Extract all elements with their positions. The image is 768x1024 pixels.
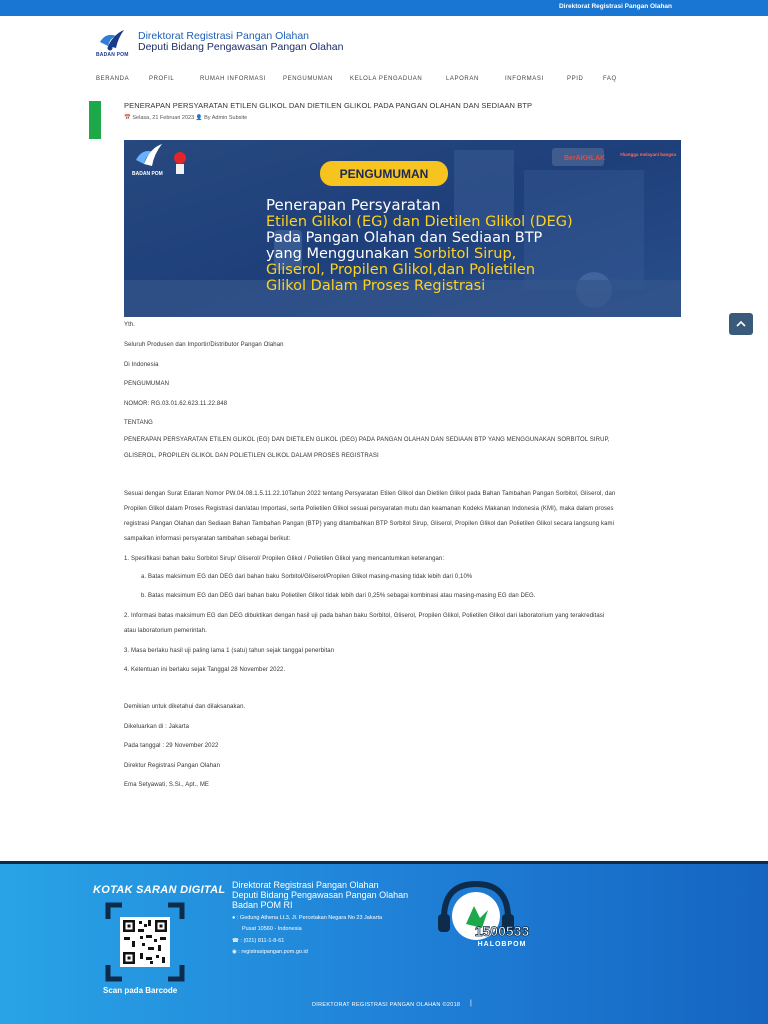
hotline-number: 1500533 bbox=[474, 923, 530, 939]
footer-separator: | bbox=[470, 1000, 472, 1007]
org-title[interactable]: Direktorat Registrasi Pangan Olahan bbox=[138, 30, 310, 42]
globe-icon: ◉ bbox=[232, 949, 237, 955]
nav-item-ppid[interactable]: PPID bbox=[567, 76, 584, 82]
nav-item-faq[interactable]: FAQ bbox=[603, 76, 617, 82]
hotline-label: HALOBPOM bbox=[477, 941, 527, 948]
chevron-up-icon bbox=[729, 313, 753, 335]
body-line: Direktur Registrasi Pangan Olahan bbox=[124, 763, 221, 769]
qr-code-icon[interactable] bbox=[100, 897, 190, 987]
footer-address-1: : Gedung Athena Lt.3, Jl. Percetakan Negara No 23 Jakarta bbox=[236, 915, 383, 921]
body-line: 1. Spesifikasi bahan baku Sorbitol Sirup/ Gliserol/ Propilen Glikol / Polietilen Glikol yang mencantumkan keterangan: bbox=[124, 556, 445, 562]
top-bar-text: Direktorat Registrasi Pangan Olahan bbox=[558, 3, 672, 10]
footer-email[interactable]: : registrasipangan.pom.go.id bbox=[238, 949, 308, 955]
body-line: sampaikan informasi persyaratan tambahan sebagai berikut: bbox=[124, 536, 291, 542]
body-line: 3. Masa berlaku hasil uji paling lama 1 (satu) tahun sejak tanggal penerbitan bbox=[124, 648, 335, 654]
footer-org-3: Badan POM RI bbox=[232, 900, 293, 910]
banner-line-3: Pada Pangan Olahan dan Sediaan BTP bbox=[266, 230, 543, 246]
halo-bpom-hotline-icon[interactable] bbox=[436, 880, 540, 950]
nav-item-laporan[interactable]: LAPORAN bbox=[446, 76, 479, 82]
body-line: Sesuai dengan Surat Edaran Nomor PW.04.08.1.5.11.22.10Tahun 2022 tentang Persyaratan Etilen Glikol dan Dietilen Glikol pada Bahan Tambahan Pangan Sorbitol, Gliserol, dan bbox=[124, 491, 616, 497]
nav-item-pengumuman[interactable]: PENGUMUMAN bbox=[283, 76, 334, 82]
location-icon: ● bbox=[232, 915, 236, 921]
footer-copyright: DIREKTORAT REGISTRASI PANGAN OLAHAN ©2018 bbox=[312, 1002, 461, 1008]
article-author[interactable]: By Admin Subsite bbox=[204, 115, 248, 121]
body-line: Di Indonesia bbox=[124, 362, 159, 368]
announcement-banner bbox=[124, 140, 681, 317]
footer-email-line bbox=[232, 949, 308, 955]
scan-barcode-text: Scan pada Barcode bbox=[103, 986, 178, 995]
body-line: TENTANG bbox=[124, 420, 153, 426]
footer-divider bbox=[0, 861, 768, 864]
scroll-top-button[interactable] bbox=[729, 313, 753, 335]
berakhlak-text: BerAKHLAK bbox=[564, 155, 606, 162]
article-meta bbox=[124, 115, 247, 121]
footer-address-line-1 bbox=[232, 915, 382, 921]
banner-line-1: Penerapan Persyaratan bbox=[266, 196, 441, 214]
bangga-melayani-text: #bangga melayani bangsa bbox=[620, 152, 677, 157]
banner-line-4b: Sorbitol Sirup, bbox=[413, 246, 517, 262]
kotak-saran-title: KOTAK SARAN DIGITAL bbox=[93, 884, 226, 896]
top-bar bbox=[0, 0, 768, 16]
footer-org-1: Direktorat Registrasi Pangan Olahan bbox=[232, 880, 379, 890]
phone-icon: ☎ bbox=[232, 938, 239, 944]
site-header bbox=[0, 16, 768, 80]
footer-phone-line bbox=[232, 938, 284, 944]
body-line: Pada tanggal : 29 November 2022 bbox=[124, 743, 219, 749]
nav-item-rumah-informasi[interactable]: RUMAH INFORMASI bbox=[200, 76, 266, 82]
body-line: GLISEROL, PROPILEN GLIKOL DAN POLIETILEN GLIKOL DALAM PROSES REGISTRASI bbox=[124, 453, 379, 459]
body-line: 2. Informasi batas maksimum EG dan DEG dibuktikan dengan hasil uji pada bahan baku Sorbitol, Gliserol, Propilen Glikol, Polietilen Glikol dari laboratorium yang terakreditasi bbox=[124, 613, 605, 619]
banner-line-6: Glikol Dalam Proses Registrasi bbox=[266, 278, 486, 294]
body-line: Demikian untuk diketahui dan dilaksanakan. bbox=[124, 704, 246, 710]
body-line: NOMOR: RG.03.01.62.623.11.22.848 bbox=[124, 401, 228, 407]
nav-item-informasi[interactable]: INFORMASI bbox=[505, 76, 544, 82]
body-line: Yth. bbox=[124, 322, 136, 328]
banner-line-2: Etilen Glikol (EG) dan Dietilen Glikol (DEG) bbox=[266, 214, 573, 230]
body-line: atau laboratorium pemerintah. bbox=[124, 628, 207, 634]
body-line: Dikeluarkan di : Jakarta bbox=[124, 724, 190, 730]
calendar-icon: 📅 bbox=[124, 115, 131, 121]
banner-logo-text: BADAN POM bbox=[132, 171, 163, 177]
body-line: a. Batas maksimum EG dan DEG dari bahan baku Sorbitol/Gliserol/Propilen Glikol masing-masing tidak lebih dari 0,10% bbox=[141, 574, 473, 580]
body-line: Seluruh Produsen dan Importir/Distributor Pangan Olahan bbox=[124, 342, 284, 348]
body-line: registrasi Pangan Olahan dan Sediaan Bahan Tambahan Pangan (BTP) yang ditambahkan BTP Sorbitol Sirup, Gliserol, Propilen Glikol dan Polietilen Glikol secara langsung kami bbox=[124, 521, 615, 527]
title-accent-bar bbox=[89, 101, 101, 139]
footer-org-2: Deputi Bidang Pengawasan Pangan Olahan bbox=[232, 890, 409, 900]
footer-phone: : (021) 811-1-8-61 bbox=[240, 938, 285, 944]
nav-item-kelola-pengaduan[interactable]: KELOLA PENGADUAN bbox=[350, 76, 423, 82]
body-line: Propilen Glikol dalam Proses Registrasi dan/atau Importasi, serta Polietilen Glikol sesuai persyaratan mutu dan keamanan Kodeks Makanan Indonesia (KMI), maka dalam proses bbox=[124, 506, 614, 512]
banner-line-4a: yang Menggunakan bbox=[266, 246, 414, 262]
org-subtitle: Deputi Bidang Pengawasan Pangan Olahan bbox=[138, 41, 344, 53]
body-line: PENERAPAN PERSYARATAN ETILEN GLIKOL (EG) DAN DIETILEN GLIKOL (DEG) PADA PANGAN OLAHAN DAN SEDIAAN BTP YANG MENGGUNAKAN SORBITOL SIRUP, bbox=[124, 437, 610, 443]
user-icon: 👤 bbox=[195, 115, 203, 121]
nav-item-profil[interactable]: PROFIL bbox=[149, 76, 175, 82]
footer-address-2: Pusat 10560 - Indonesia bbox=[242, 926, 302, 932]
body-line: PENGUMUMAN bbox=[124, 381, 170, 387]
article-date: Selasa, 21 Februari 2023 bbox=[132, 115, 195, 121]
nav-item-beranda[interactable]: BERANDA bbox=[96, 76, 130, 82]
pengumuman-pill-text: PENGUMUMAN bbox=[339, 167, 429, 181]
banner-line-5: Gliserol, Propilen Glikol,dan Polietilen bbox=[266, 262, 536, 278]
body-line: 4. Ketentuan ini berlaku sejak Tanggal 28 November 2022. bbox=[124, 667, 286, 673]
body-line: Ema Setyawati, S.Si., Apt., ME bbox=[124, 782, 210, 788]
banner-line-4 bbox=[266, 246, 516, 262]
article-title: PENERAPAN PERSYARATAN ETILEN GLIKOL DAN DIETILEN GLIKOL PADA PANGAN OLAHAN DAN SEDIAAN BTP bbox=[124, 101, 533, 110]
body-line: b. Batas maksimum EG dan DEG dari bahan baku Polietilen Glikol tidak lebih dari 0,25% sebagai kombinasi atau masing-masing EG dan DEG. bbox=[141, 593, 536, 599]
logo-text: BADAN POM bbox=[96, 52, 129, 58]
